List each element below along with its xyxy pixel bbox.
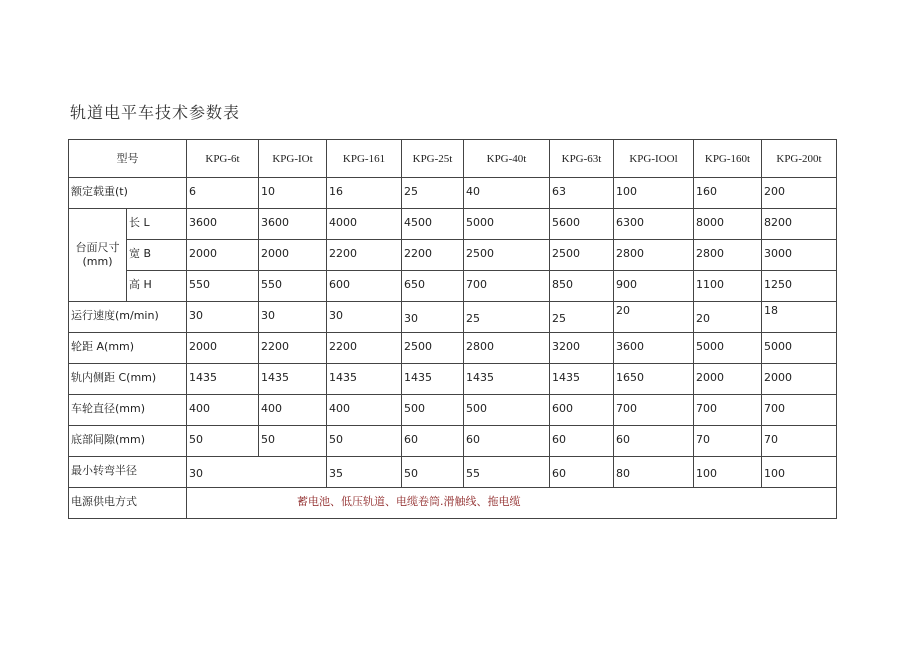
value-cell: 700	[762, 395, 837, 426]
value-cell: 30	[187, 302, 259, 333]
value-cell: 20	[694, 302, 762, 333]
value-cell: 1435	[464, 364, 550, 395]
value-cell: 60	[464, 426, 550, 457]
value-cell: 2500	[464, 240, 550, 271]
model-cell: KPG-40t	[464, 140, 550, 178]
sub-label: 宽 B	[127, 240, 187, 271]
value-cell: 60	[614, 426, 694, 457]
row-label: 车轮直径(mm)	[69, 395, 187, 426]
header-row	[69, 140, 837, 178]
value-cell: 1435	[550, 364, 614, 395]
value-cell: 6300	[614, 209, 694, 240]
value-cell: 100	[694, 457, 762, 488]
value-cell: 3600	[187, 209, 259, 240]
value-cell: 1435	[187, 364, 259, 395]
value-cell: 600	[550, 395, 614, 426]
value-cell: 5600	[550, 209, 614, 240]
value-cell: 60	[402, 426, 464, 457]
table-row-turn-radius	[69, 457, 837, 488]
value-cell: 1435	[259, 364, 327, 395]
value-cell: 30	[259, 302, 327, 333]
value-cell: 1100	[694, 271, 762, 302]
spec-table	[68, 139, 837, 519]
value-cell: 400	[187, 395, 259, 426]
power-supply-value: 蓄电池、低压轨道、电缆卷筒.滑触线、拖电缆	[187, 488, 837, 519]
table-row-length	[69, 209, 837, 240]
value-cell: 3000	[762, 240, 837, 271]
value-cell: 1250	[762, 271, 837, 302]
value-cell: 2000	[259, 240, 327, 271]
value-cell: 900	[614, 271, 694, 302]
model-cell: KPG-160t	[694, 140, 762, 178]
value-cell: 3600	[614, 333, 694, 364]
value-cell: 550	[259, 271, 327, 302]
value-cell: 1650	[614, 364, 694, 395]
model-cell: KPG-63t	[550, 140, 614, 178]
value-cell: 10	[259, 178, 327, 209]
value-cell: 18	[762, 302, 837, 333]
table-row-inner-track	[69, 364, 837, 395]
value-cell: 25	[550, 302, 614, 333]
value-cell: 63	[550, 178, 614, 209]
row-label: 底部间隙(mm)	[69, 426, 187, 457]
row-label: 最小转弯半径	[69, 457, 187, 488]
table-row-width	[69, 240, 837, 271]
value-cell: 2200	[402, 240, 464, 271]
table-row-speed	[69, 302, 837, 333]
value-cell: 16	[327, 178, 402, 209]
value-cell: 20	[614, 302, 694, 333]
model-cell: KPG-25t	[402, 140, 464, 178]
value-cell: 50	[187, 426, 259, 457]
value-cell: 2500	[550, 240, 614, 271]
row-label: 运行速度(m/min)	[69, 302, 187, 333]
value-cell: 1435	[402, 364, 464, 395]
table-row-clearance	[69, 426, 837, 457]
row-label: 电源供电方式	[69, 488, 187, 519]
row-label: 额定载重(t)	[69, 178, 187, 209]
value-cell: 50	[259, 426, 327, 457]
value-cell: 400	[259, 395, 327, 426]
value-cell: 50	[402, 457, 464, 488]
value-cell: 2800	[694, 240, 762, 271]
value-cell: 5000	[762, 333, 837, 364]
sub-label: 高 H	[127, 271, 187, 302]
value-cell: 2200	[327, 333, 402, 364]
value-cell: 4000	[327, 209, 402, 240]
value-cell: 5000	[694, 333, 762, 364]
value-cell: 25	[464, 302, 550, 333]
table-size-group-label	[69, 209, 127, 302]
value-cell: 850	[550, 271, 614, 302]
value-cell: 550	[187, 271, 259, 302]
value-cell: 40	[464, 178, 550, 209]
value-cell: 2200	[259, 333, 327, 364]
table-row-height	[69, 271, 837, 302]
value-cell: 200	[762, 178, 837, 209]
page-title: 轨道电平车技术参数表	[70, 103, 241, 122]
value-cell: 500	[402, 395, 464, 426]
value-cell: 600	[327, 271, 402, 302]
value-cell: 2000	[187, 240, 259, 271]
value-cell: 60	[550, 457, 614, 488]
value-cell: 400	[327, 395, 402, 426]
group-label-line1: 台面尺寸	[75, 241, 120, 254]
value-cell: 2000	[694, 364, 762, 395]
model-cell: KPG-IOOl	[614, 140, 694, 178]
value-cell-merged: 30	[187, 457, 327, 488]
value-cell: 8200	[762, 209, 837, 240]
value-cell: 2800	[614, 240, 694, 271]
model-cell: KPG-IOt	[259, 140, 327, 178]
value-cell: 3600	[259, 209, 327, 240]
value-cell: 25	[402, 178, 464, 209]
value-cell: 2500	[402, 333, 464, 364]
value-cell: 70	[762, 426, 837, 457]
value-cell: 70	[694, 426, 762, 457]
value-cell: 2000	[762, 364, 837, 395]
sub-label: 长 L	[127, 209, 187, 240]
value-cell: 30	[402, 302, 464, 333]
table-row-wheel-diameter	[69, 395, 837, 426]
value-cell: 55	[464, 457, 550, 488]
value-cell: 30	[327, 302, 402, 333]
value-cell: 35	[327, 457, 402, 488]
value-cell: 100	[762, 457, 837, 488]
value-cell: 5000	[464, 209, 550, 240]
value-cell: 2000	[187, 333, 259, 364]
value-cell: 60	[550, 426, 614, 457]
group-label-line2: (mm)	[82, 255, 113, 268]
row-label: 轨内侧距 C(mm)	[69, 364, 187, 395]
value-cell: 50	[327, 426, 402, 457]
value-cell: 1435	[327, 364, 402, 395]
value-cell: 4500	[402, 209, 464, 240]
value-cell: 700	[464, 271, 550, 302]
value-cell: 700	[694, 395, 762, 426]
value-cell: 6	[187, 178, 259, 209]
value-cell: 80	[614, 457, 694, 488]
model-cell: KPG-6t	[187, 140, 259, 178]
value-cell: 700	[614, 395, 694, 426]
table-row-load	[69, 178, 837, 209]
value-cell: 160	[694, 178, 762, 209]
row-label: 轮距 A(mm)	[69, 333, 187, 364]
table-row-wheelbase	[69, 333, 837, 364]
value-cell: 100	[614, 178, 694, 209]
value-cell: 2200	[327, 240, 402, 271]
model-cell: KPG-161	[327, 140, 402, 178]
table-row-power	[69, 488, 837, 519]
value-cell: 8000	[694, 209, 762, 240]
value-cell: 2800	[464, 333, 550, 364]
value-cell: 3200	[550, 333, 614, 364]
model-header: 型号	[69, 140, 187, 178]
value-cell: 500	[464, 395, 550, 426]
value-cell: 650	[402, 271, 464, 302]
model-cell: KPG-200t	[762, 140, 837, 178]
